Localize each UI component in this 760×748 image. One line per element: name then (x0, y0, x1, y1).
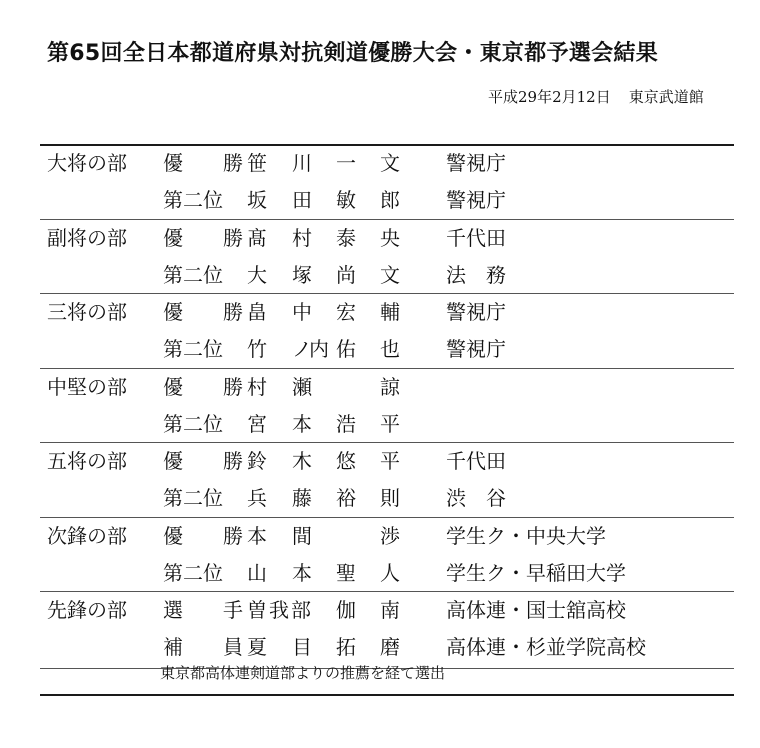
name-char: 我 (269, 598, 289, 622)
player-name (247, 480, 413, 517)
name-char: 也 (380, 337, 400, 361)
name-char: 間 (292, 524, 312, 548)
affiliation: 警視庁 (446, 337, 506, 361)
rank-label (163, 331, 243, 368)
rank-label (163, 182, 243, 219)
rank-char: 優 (163, 151, 183, 175)
division-label: 先鋒の部 (47, 598, 127, 622)
rank-label (163, 406, 243, 443)
result-row (0, 443, 760, 480)
player-name (247, 518, 413, 555)
name-char: 塚 (292, 263, 312, 287)
affiliation: 千代田 (446, 226, 506, 250)
affiliation: 法 務 (446, 263, 506, 287)
name-char: 浩 (336, 412, 356, 436)
rank-label (163, 480, 243, 517)
name-char: 藤 (292, 486, 312, 510)
player-name (247, 629, 413, 666)
rank-label (163, 145, 243, 182)
name-char: 央 (380, 226, 400, 250)
rank-label (163, 369, 243, 406)
event-info (488, 86, 704, 107)
result-row (0, 592, 760, 629)
name-char: 本 (247, 524, 267, 548)
rank-char: 二 (183, 486, 203, 510)
name-char: 泰 (336, 226, 356, 250)
name-char: 木 (292, 449, 312, 473)
division-label: 中堅の部 (47, 375, 127, 399)
name-char: 裕 (336, 486, 356, 510)
rank-char: 優 (163, 375, 183, 399)
rank-char: 勝 (223, 375, 243, 399)
name-char: 鈴 (247, 449, 267, 473)
result-row (0, 555, 760, 592)
result-row (0, 406, 760, 443)
rank-char: 位 (203, 263, 223, 287)
affiliation: 学生ク・早稲田大学 (446, 561, 626, 585)
name-char: 一 (336, 151, 356, 175)
name-char: 山 (247, 561, 267, 585)
result-row (0, 257, 760, 294)
division-label: 三将の部 (47, 300, 127, 324)
name-char: 尚 (336, 263, 356, 287)
name-char: 内 (309, 337, 329, 361)
name-char: 本 (292, 412, 312, 436)
name-char: 笹 (247, 151, 267, 175)
name-char: 則 (380, 486, 400, 510)
name-char: 南 (380, 598, 400, 622)
rank-char: 位 (203, 412, 223, 436)
name-char: 拓 (336, 635, 356, 659)
name-char: 輔 (380, 300, 400, 324)
rank-char: 優 (163, 524, 183, 548)
name-char: 中 (292, 300, 312, 324)
name-char: 坂 (247, 188, 267, 212)
name-char: 諒 (380, 375, 400, 399)
name-char: ノ (292, 337, 312, 361)
name-char: 大 (247, 263, 267, 287)
name-char: 田 (292, 188, 312, 212)
player-name (247, 220, 413, 257)
player-name (247, 369, 413, 406)
footnote: 東京都高体連剣道部よりの推薦を経て選出 (160, 664, 446, 682)
rank-label (163, 257, 243, 294)
name-char: 磨 (380, 635, 400, 659)
name-char: 文 (380, 151, 400, 175)
name-char: 伽 (336, 598, 356, 622)
event-date: 平成29年2月12日 (488, 88, 611, 106)
division-label: 大将の部 (47, 151, 127, 175)
name-char: 曽 (247, 598, 267, 622)
rank-char: 選 (163, 598, 183, 622)
affiliation: 学生ク・中央大学 (446, 524, 606, 548)
affiliation: 警視庁 (446, 300, 506, 324)
name-char: 郎 (380, 188, 400, 212)
rank-char: 位 (203, 188, 223, 212)
rank-char: 第 (163, 188, 183, 212)
rank-char: 第 (163, 486, 183, 510)
rank-char: 二 (183, 263, 203, 287)
result-row (0, 629, 760, 666)
player-name (247, 555, 413, 592)
result-row (0, 182, 760, 219)
rank-char: 勝 (223, 449, 243, 473)
rank-char: 位 (203, 486, 223, 510)
name-char: 悠 (336, 449, 356, 473)
name-char: 平 (380, 412, 400, 436)
player-name (247, 257, 413, 294)
name-char: 瀬 (292, 375, 312, 399)
rank-char: 優 (163, 449, 183, 473)
name-char: 人 (380, 561, 400, 585)
result-row (0, 480, 760, 517)
rank-char: 勝 (223, 226, 243, 250)
result-row (0, 220, 760, 257)
rank-label (163, 518, 243, 555)
player-name (247, 145, 413, 182)
name-char: 夏 (247, 635, 267, 659)
player-name (247, 182, 413, 219)
rank-char: 勝 (223, 151, 243, 175)
name-char: 川 (292, 151, 312, 175)
name-char: 敏 (336, 188, 356, 212)
rank-label (163, 555, 243, 592)
result-row (0, 145, 760, 182)
player-name (247, 443, 413, 480)
name-char: 文 (380, 263, 400, 287)
affiliation: 警視庁 (446, 151, 506, 175)
result-row (0, 518, 760, 555)
rank-label (163, 220, 243, 257)
rank-char: 補 (163, 635, 183, 659)
name-char: 目 (292, 635, 312, 659)
name-char: 村 (292, 226, 312, 250)
rank-char: 員 (223, 635, 243, 659)
name-char: 渉 (380, 524, 400, 548)
rank-char: 勝 (223, 524, 243, 548)
name-char: 村 (247, 375, 267, 399)
result-row (0, 294, 760, 331)
name-char: 兵 (247, 486, 267, 510)
rank-char: 二 (183, 412, 203, 436)
name-char: 畠 (247, 300, 267, 324)
rank-label (163, 294, 243, 331)
rank-char: 位 (203, 337, 223, 361)
rank-char: 二 (183, 337, 203, 361)
affiliation: 高体連・国士舘高校 (446, 598, 626, 622)
affiliation: 高体連・杉並学院高校 (446, 635, 646, 659)
event-venue: 東京武道館 (628, 88, 704, 106)
rank-char: 二 (183, 188, 203, 212)
rank-char: 第 (163, 337, 183, 361)
rank-label (163, 629, 243, 666)
affiliation: 千代田 (446, 449, 506, 473)
player-name (247, 331, 413, 368)
rank-label (163, 592, 243, 629)
name-char: 本 (292, 561, 312, 585)
rank-char: 第 (163, 263, 183, 287)
division-label: 副将の部 (47, 226, 127, 250)
name-char: 宏 (336, 300, 356, 324)
rank-label (163, 443, 243, 480)
division-label: 五将の部 (47, 449, 127, 473)
rank-char: 第 (163, 412, 183, 436)
rank-char: 勝 (223, 300, 243, 324)
affiliation: 渋 谷 (446, 486, 506, 510)
name-char: 佑 (336, 337, 356, 361)
player-name (247, 294, 413, 331)
name-char: 部 (291, 598, 311, 622)
division-label: 次鋒の部 (47, 524, 127, 548)
name-char: 竹 (247, 337, 267, 361)
player-name (247, 592, 413, 629)
name-char: 聖 (336, 561, 356, 585)
rank-char: 二 (183, 561, 203, 585)
player-name (247, 406, 413, 443)
name-char: 平 (380, 449, 400, 473)
rank-char: 位 (203, 561, 223, 585)
result-row (0, 331, 760, 368)
rank-char: 手 (223, 598, 243, 622)
rank-char: 優 (163, 226, 183, 250)
result-row (0, 369, 760, 406)
document-title: 第65回全日本都道府県対抗剣道優勝大会・東京都予選会結果 (47, 41, 659, 66)
rank-char: 優 (163, 300, 183, 324)
affiliation: 警視庁 (446, 188, 506, 212)
table-border-rule (40, 694, 734, 696)
name-char: 髙 (247, 226, 267, 250)
name-char: 宮 (247, 412, 267, 436)
rank-char: 第 (163, 561, 183, 585)
